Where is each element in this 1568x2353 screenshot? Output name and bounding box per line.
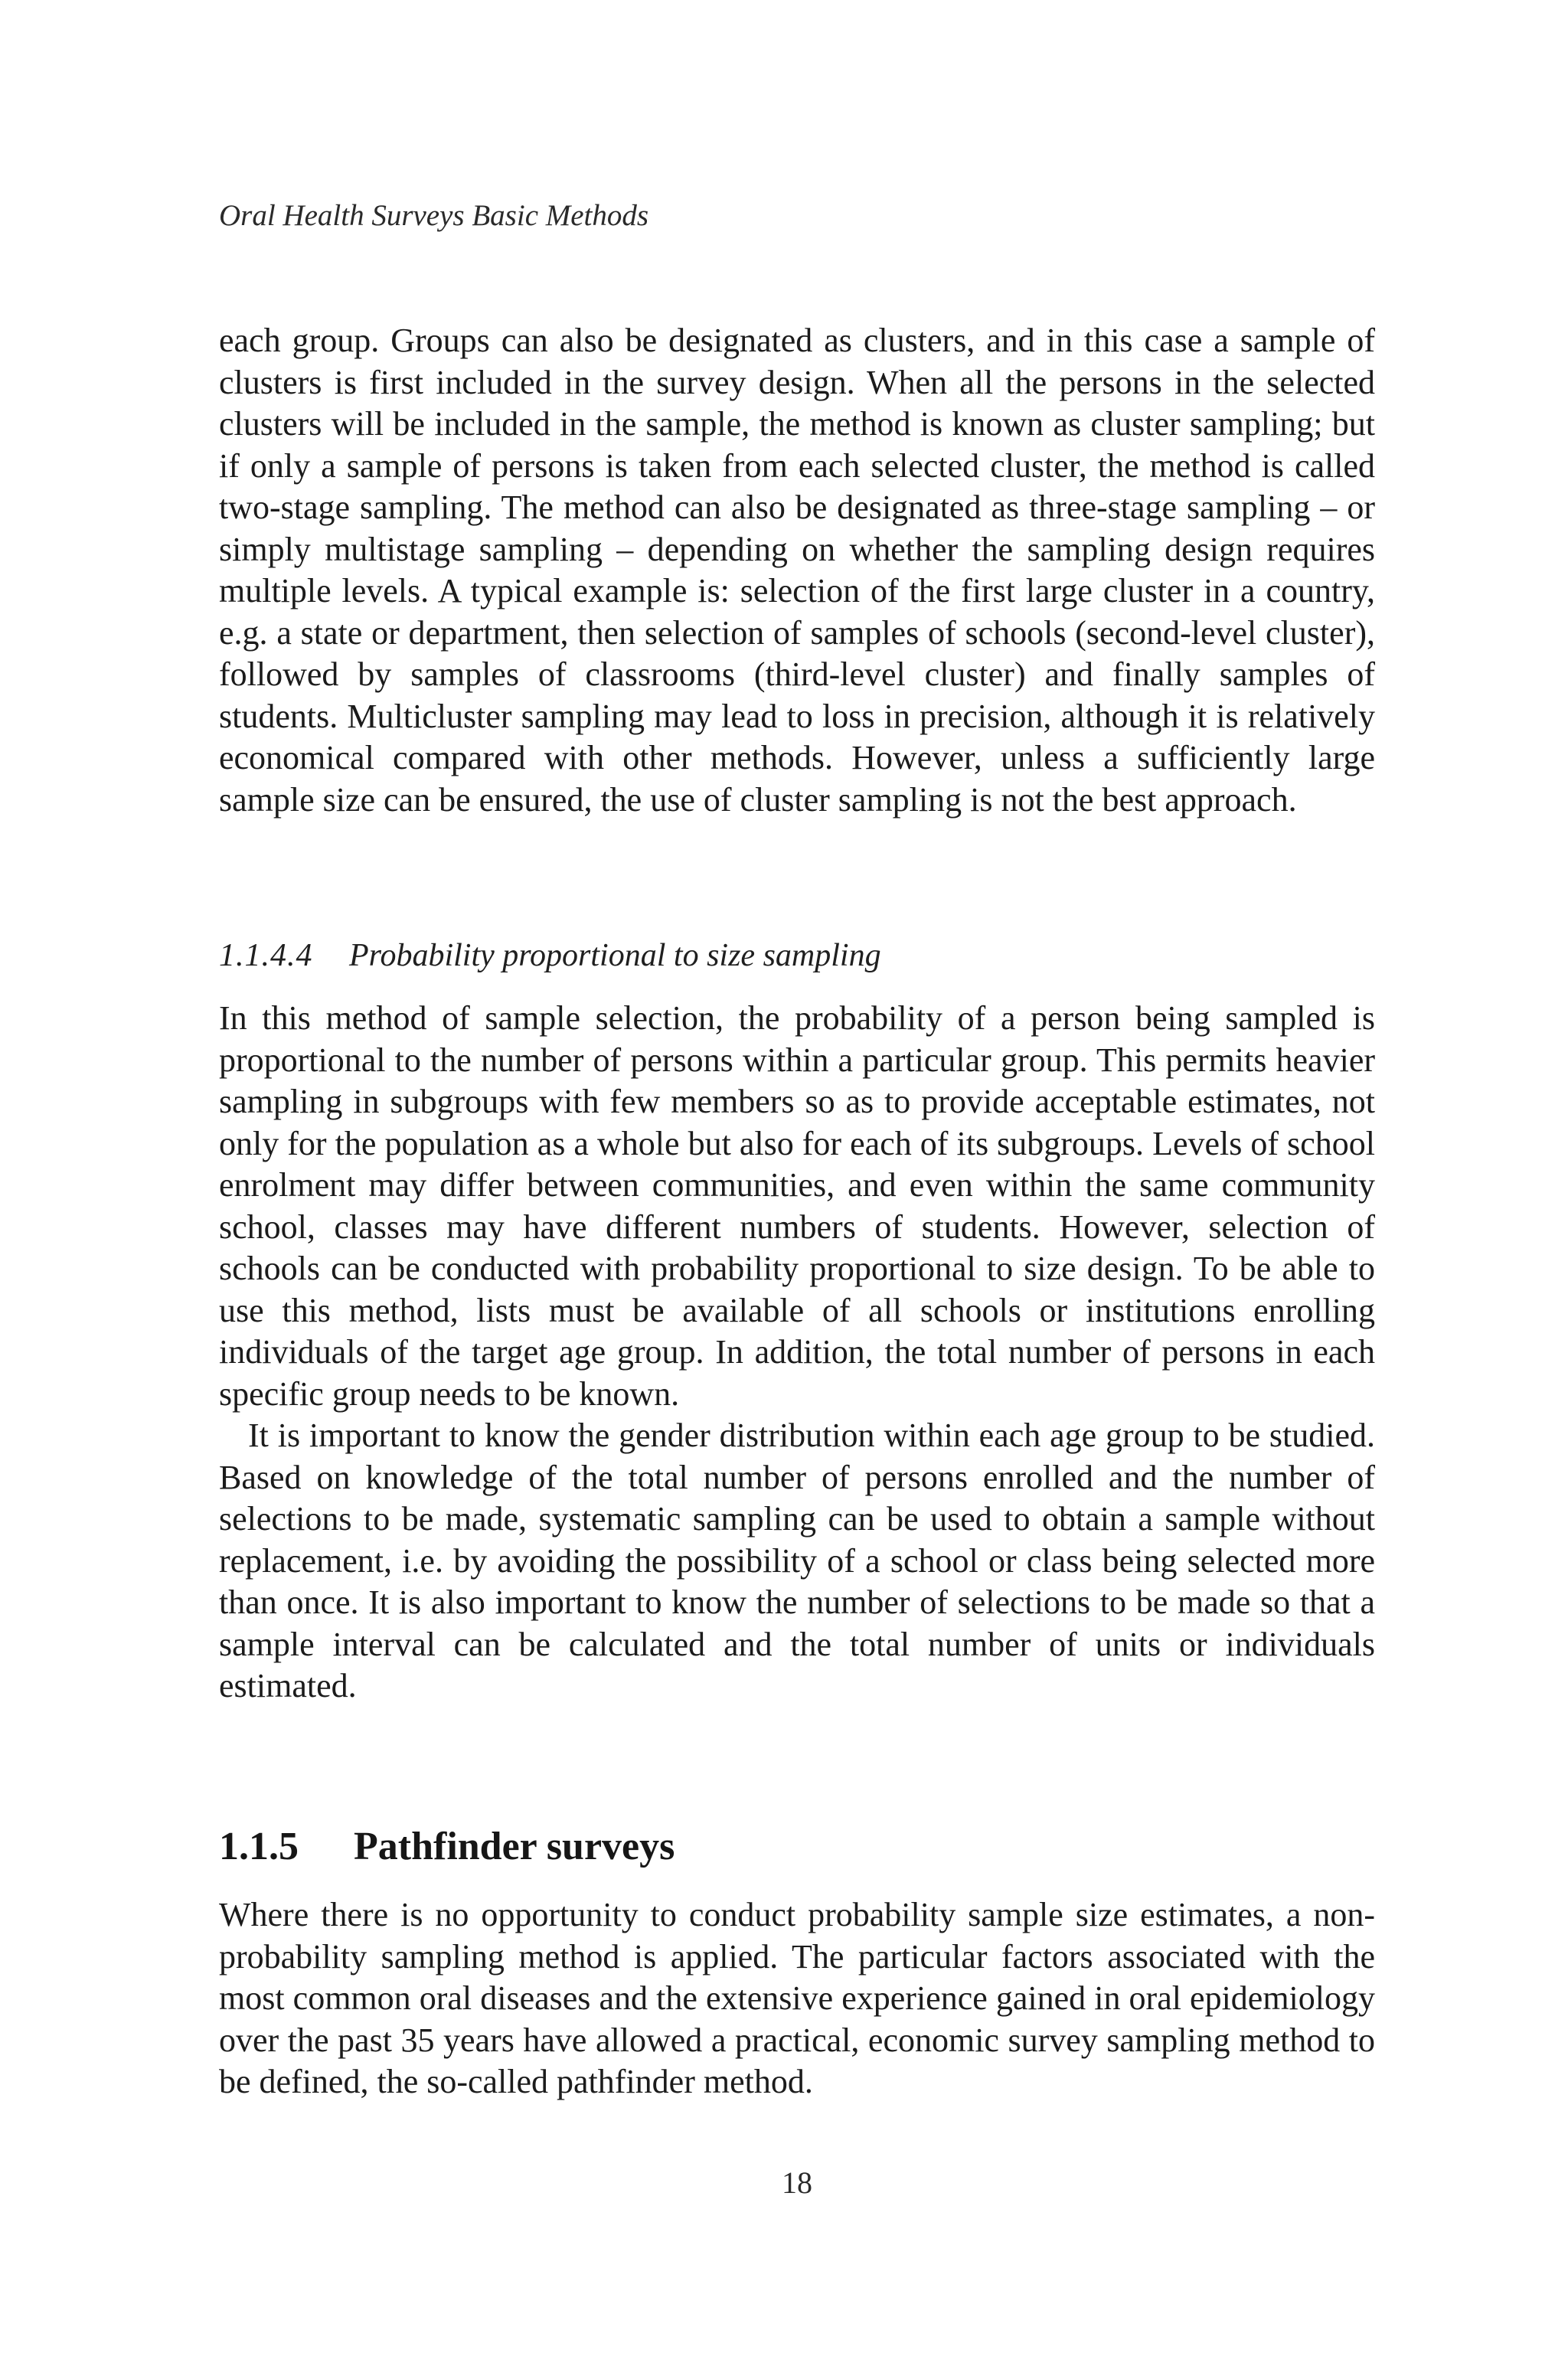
pps-sampling-body — [219, 998, 1375, 1708]
document-page — [219, 0, 1375, 2353]
page-number: 18 — [782, 2165, 812, 2200]
paragraph: Where there is no opportunity to conduct probability sample size estimates, a non-probability sampling method is applied. The particular factors associated with the most common oral diseases and the extensive experience gained in oral epidemiology over the past 35 years have allowed a practical, economic survey sampling method to be defined, the so-called pathfinder method. — [219, 1896, 1375, 2100]
section-title: Pathfinder surveys — [354, 1825, 675, 1868]
cluster-sampling-continuation — [219, 320, 1375, 821]
running-header: Oral Health Surveys Basic Methods — [219, 199, 649, 232]
paragraph: It is important to know the gender distribution within each age group to be studied. Based on knowledge of the total number of persons enrolled and the number of selections to be made, systematic sampling can be used to obtain a sample without replacement, i.e. by avoiding the possibility of a school or class being selected more than once. It is also important to know the number of selections to be made so that a sample interval can be calculated and the total number of units or individuals estimated. — [219, 1417, 1375, 1704]
section-heading — [219, 1822, 675, 1871]
subsection-heading — [219, 936, 881, 976]
subsection-title: Probability proportional to size sampling — [349, 938, 881, 973]
pathfinder-body — [219, 1894, 1375, 2103]
paragraph: each group. Groups can also be designated as clusters, and in this case a sample of clusters is first included in the survey design. When all the persons in the selected clusters will be included in the sample, the method is known as cluster sampling; but if only a sample of persons is taken from each selected cluster, the method is called two-stage sampling. The method can also be designated as three-stage sampling – or simply multistage sampling – depending on whether the sampling design requires multiple levels. A typical example is: selection of the first large cluster in a country, e.g. a state or department, then selection of samples of schools (second-level cluster), followed by samples of classrooms (third-level cluster) and finally samples of students. Multicluster sampling may lead to loss in precision, although it is relatively economical compared with other methods. However, unless a sufficiently large sample size can be ensured, the use of cluster sampling is not the best approach. — [219, 322, 1375, 819]
subsection-number: 1.1.4.4 — [219, 938, 313, 973]
section-number: 1.1.5 — [219, 1825, 299, 1868]
paragraph: In this method of sample selection, the probability of a person being sampled is proportional to the number of persons within a particular group. This permits heavier sampling in subgroups with few members so as to provide acceptable estimates, not only for the population as a whole but also for each of its subgroups. Levels of school enrolment may differ between communities, and even within the same community school, classes may have different numbers of students. However, selection of schools can be conducted with probability proportional to size design. To be able to use this method, lists must be available of all schools or institutions enrolling individuals of the target age group. In addition, the total number of persons in each specific group needs to be known. — [219, 999, 1375, 1413]
